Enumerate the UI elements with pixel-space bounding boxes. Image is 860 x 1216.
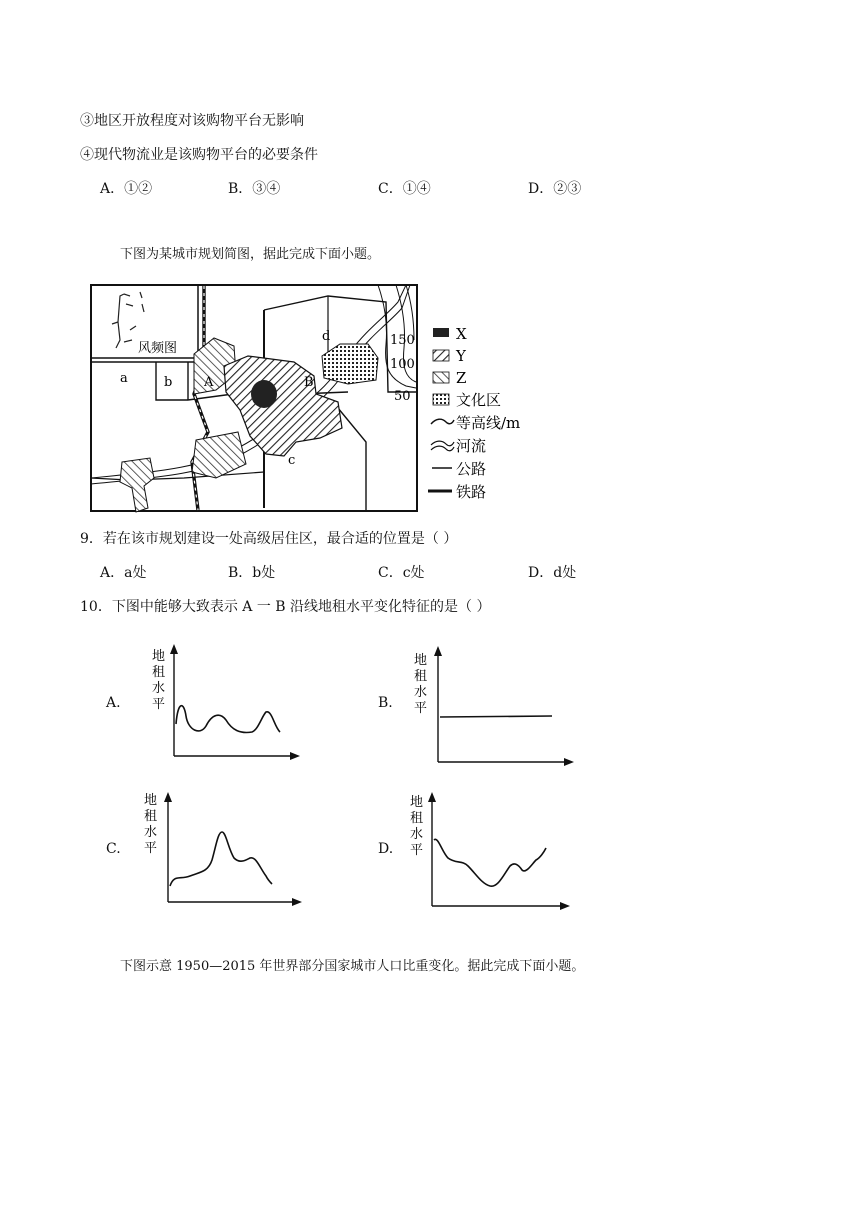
legend-culture-label: 文化区 [456,391,502,409]
graph-d-ylabel-2: 租 [410,811,424,826]
q9-option-a: A．a处 [100,565,147,581]
graph-b-letter: B. [378,695,393,711]
wind-rose-label: 风频图 [138,341,178,356]
graph-a-letter: A. [106,695,121,711]
q9-option-b: B．b处 [228,565,276,581]
graph-a-ylabel-1: 地 [152,649,166,664]
point-label-a: A [204,375,214,390]
question-10-stem: 10．下图中能够大致表示 A 一 B 沿线地租水平变化特征的是（ ） [80,599,491,615]
legend-x-label: X [456,325,467,343]
map-legend [428,325,520,501]
graph-c-ylabel-4: 平 [144,841,158,856]
zone-x-core [251,380,277,408]
city-planning-map [88,282,548,516]
option-b: B．③④ [228,181,281,197]
legend-z-label: Z [456,369,467,387]
graph-c-curve [170,832,272,886]
graph-d-ylabel-3: 水 [410,827,424,842]
graph-a-curve [176,706,280,733]
q9-option-d: D．d处 [528,565,577,581]
graph-a-ylabel-3: 水 [152,681,166,696]
graph-b-ylabel-4: 平 [414,701,428,716]
legend-rail-label: 铁路 [456,483,487,501]
legend-river-label: 河流 [456,437,487,455]
contour-label-100: 100 [390,357,415,372]
legend-contour-label: 等高线/m [456,414,521,432]
area-label-a: a [120,371,128,386]
graph-b [410,644,580,770]
contour-label-50: 50 [394,389,411,404]
graph-a-ylabel-2: 租 [152,665,166,680]
graph-b-ylabel-3: 水 [414,685,428,700]
legend-road-label: 公路 [456,460,487,478]
area-label-b: b [164,375,173,390]
graph-a-ylabel-4: 平 [152,697,166,712]
option-a: A．①② [100,181,153,197]
option-c: C．①④ [378,181,431,197]
culture-zone [322,344,378,384]
graph-d [406,790,576,916]
q9-option-c: C．c处 [378,565,425,581]
point-label-b: B [304,375,314,390]
area-label-d: d [322,329,331,344]
graph-c-ylabel-3: 水 [144,825,158,840]
legend-river-swatch [431,441,454,451]
graph-c-letter: C. [106,841,121,857]
graph-d-curve [434,839,546,886]
graph-d-ylabel-4: 平 [410,843,424,858]
graph-b-ylabel-1: 地 [414,653,428,668]
statement-3: ③地区开放程度对该购物平台无影响 [80,113,304,129]
legend-y-swatch [433,350,449,361]
graph-c-ylabel-2: 租 [144,809,158,824]
question-9-stem: 9．若在该市规划建设一处高级居住区，最合适的位置是（ ） [80,531,458,547]
contour-label-150: 150 [390,333,415,348]
graph-a [148,640,308,770]
legend-contour-swatch [431,419,454,424]
legend-x-swatch [433,328,449,337]
graph-c [140,788,310,914]
graph-c-ylabel-1: 地 [144,793,158,808]
area-label-c: c [288,453,296,468]
legend-culture-swatch [433,394,449,405]
intro-map: 下图为某城市规划简图，据此完成下面小题。 [120,247,381,262]
option-d: D．②③ [528,181,582,197]
legend-y-label: Y [456,347,466,365]
graph-d-ylabel-1: 地 [410,795,424,810]
graph-d-letter: D. [378,841,394,857]
statement-4: ④现代物流业是该购物平台的必要条件 [80,147,318,163]
graph-b-curve [440,716,552,717]
legend-z-swatch [433,372,449,383]
graph-b-ylabel-2: 租 [414,669,428,684]
intro-next: 下图示意 1950—2015 年世界部分国家城市人口比重变化。据此完成下面小题。 [120,959,585,974]
